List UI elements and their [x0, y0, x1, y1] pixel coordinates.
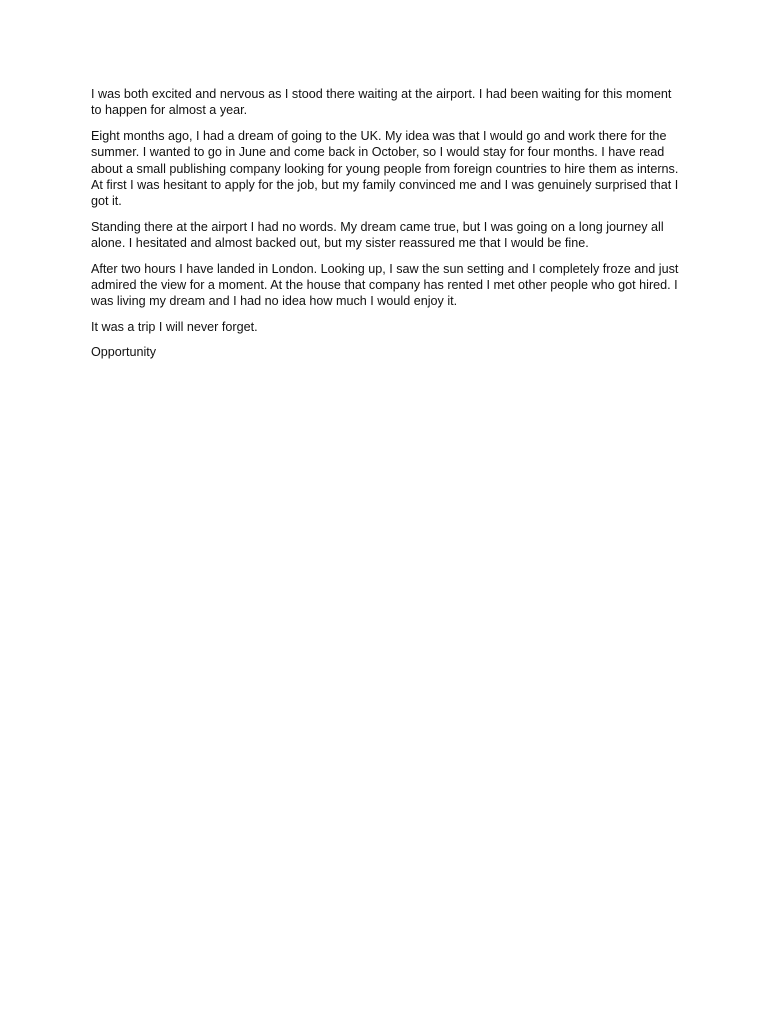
paragraph-2: Eight months ago, I had a dream of going to the UK. My idea was that I would go and work there for the summer. I wanted to go in June and come back in October, so I would stay for four months. I have read about a small publishing company looking for young people from foreign countries to hire them as interns. At first I was hesitant to apply for the job, but my family convinced me and I was genuinely surprised that I got it. — [91, 128, 679, 209]
paragraph-5: It was a trip I will never forget. — [91, 319, 258, 334]
paragraph-6: Opportunity — [91, 345, 157, 360]
paragraph-1: I was both excited and nervous as I stood there waiting at the airport. I had been waiting for this moment to happen for almost a year. — [91, 87, 672, 118]
paragraph-3: Standing there at the airport I had no words. My dream came true, but I was going on a long journey all alone. I hesitated and almost backed out, but my sister reassured me that I would be fine. — [91, 219, 664, 251]
paragraph-4: After two hours I have landed in London. Looking up, I saw the sun setting and I completely froze and just admired the view for a moment. At the house that company has rented I met other people who got hired. I was living my dream and I had no idea how much I would enjoy it. — [91, 261, 679, 309]
document-body — [91, 86, 683, 370]
